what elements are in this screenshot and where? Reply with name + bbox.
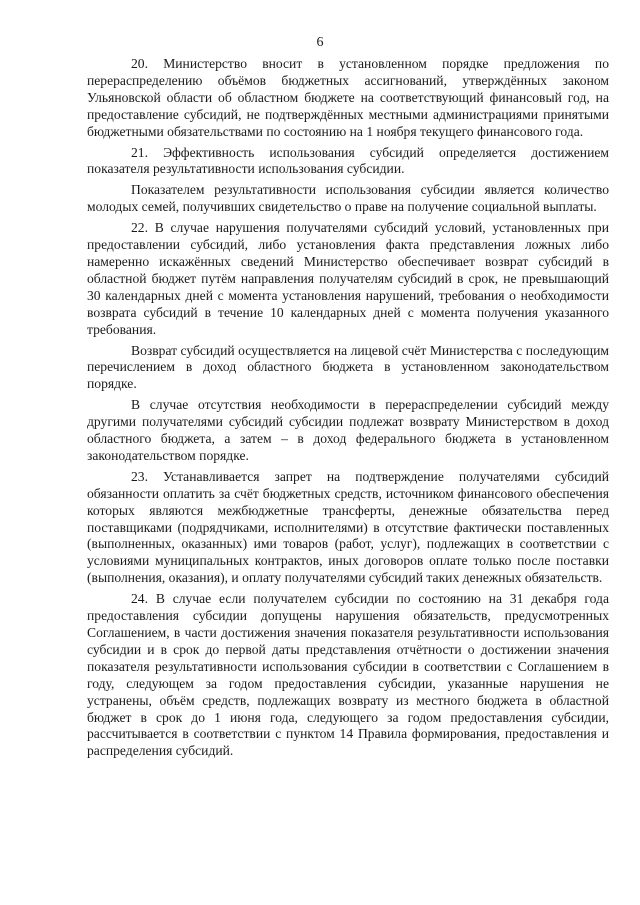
paragraph-indicator: Показателем результативности использования субсидии является количество молодых семей, получивших свидетельство о праве на получение социальной выплаты. bbox=[87, 182, 609, 215]
document-body bbox=[87, 56, 609, 760]
paragraph-20: 20. Министерство вносит в установленном порядке предложения по перераспределению объёмов бюджетных ассигнований, утверждённых законом Ульяновской области об областном бюджете на соответствующий финансовый год, на предоставление субсидий, не подтверждённых местными администрациями принятыми бюджетными обязательствами по состоянию на 1 ноября текущего финансового года. bbox=[87, 56, 609, 139]
paragraph-redistribution: В случае отсутствия необходимости в перераспределении субсидий между другими получателями субсидий субсидии подлежат возврату Министерством в доход областного бюджета, а затем – в доход федерального бюджета в установленном законодательством порядке. bbox=[87, 397, 609, 463]
paragraph-23: 23. Устанавливается запрет на подтверждение получателями субсидий обязанности оплатить за счёт бюджетных средств, источником финансового обеспечения которых являются межбюджетные трансферты, денежные обязательства перед поставщиками (подрядчиками, исполнителями) в отсутствие фактически поставленных (выполненных, оказанных) ими товаров (работ, услуг), подлежащих в соответствии с условиями муниципальных контрактов, иных договоров оплате только после поставки (выполнения, оказания), и оплату получателями субсидий таких денежных обязательств. bbox=[87, 468, 609, 586]
paragraph-refund: Возврат субсидий осуществляется на лицевой счёт Министерства с последующим перечислением в доход областного бюджета в установленном законодательством порядке. bbox=[87, 342, 609, 392]
paragraph-22: 22. В случае нарушения получателями субсидий условий, установленных при предоставлении субсидий, либо установления факта представления ложных либо намеренно искажённых сведений Министерство обеспечивает возврат субсидий в областной бюджет путём направления получателям субсидий в срок, не превышающий 30 календарных дней с момента установления нарушений, требования о необходимости возврата субсидий в течение 10 календарных дней с момента получения указанного требования. bbox=[87, 220, 609, 337]
page-number: 6 bbox=[316, 35, 324, 50]
paragraph-21: 21. Эффективность использования субсидий определяется достижением показателя результативности использования субсидии. bbox=[87, 144, 609, 177]
paragraph-24: 24. В случае если получателем субсидии по состоянию на 31 декабря года предоставления субсидии допущены нарушения обязательств, предусмотренных Соглашением, в части достижения значения показателя результативности использования субсидии и в срок до первой даты представления отчётности о достижении значения показателя результативности использования субсидии в соответствии с Соглашением в году, следующем за годом предоставления субсидии, указанные нарушения не устранены, объём средств, подлежащих возврату из местного бюджета в областной бюджет в срок до 1 июня года, следующего за годом предоставления субсидии, рассчитывается в соответствии с пунктом 14 Правила формирования, предоставления и распределения субсидий. bbox=[87, 591, 609, 759]
